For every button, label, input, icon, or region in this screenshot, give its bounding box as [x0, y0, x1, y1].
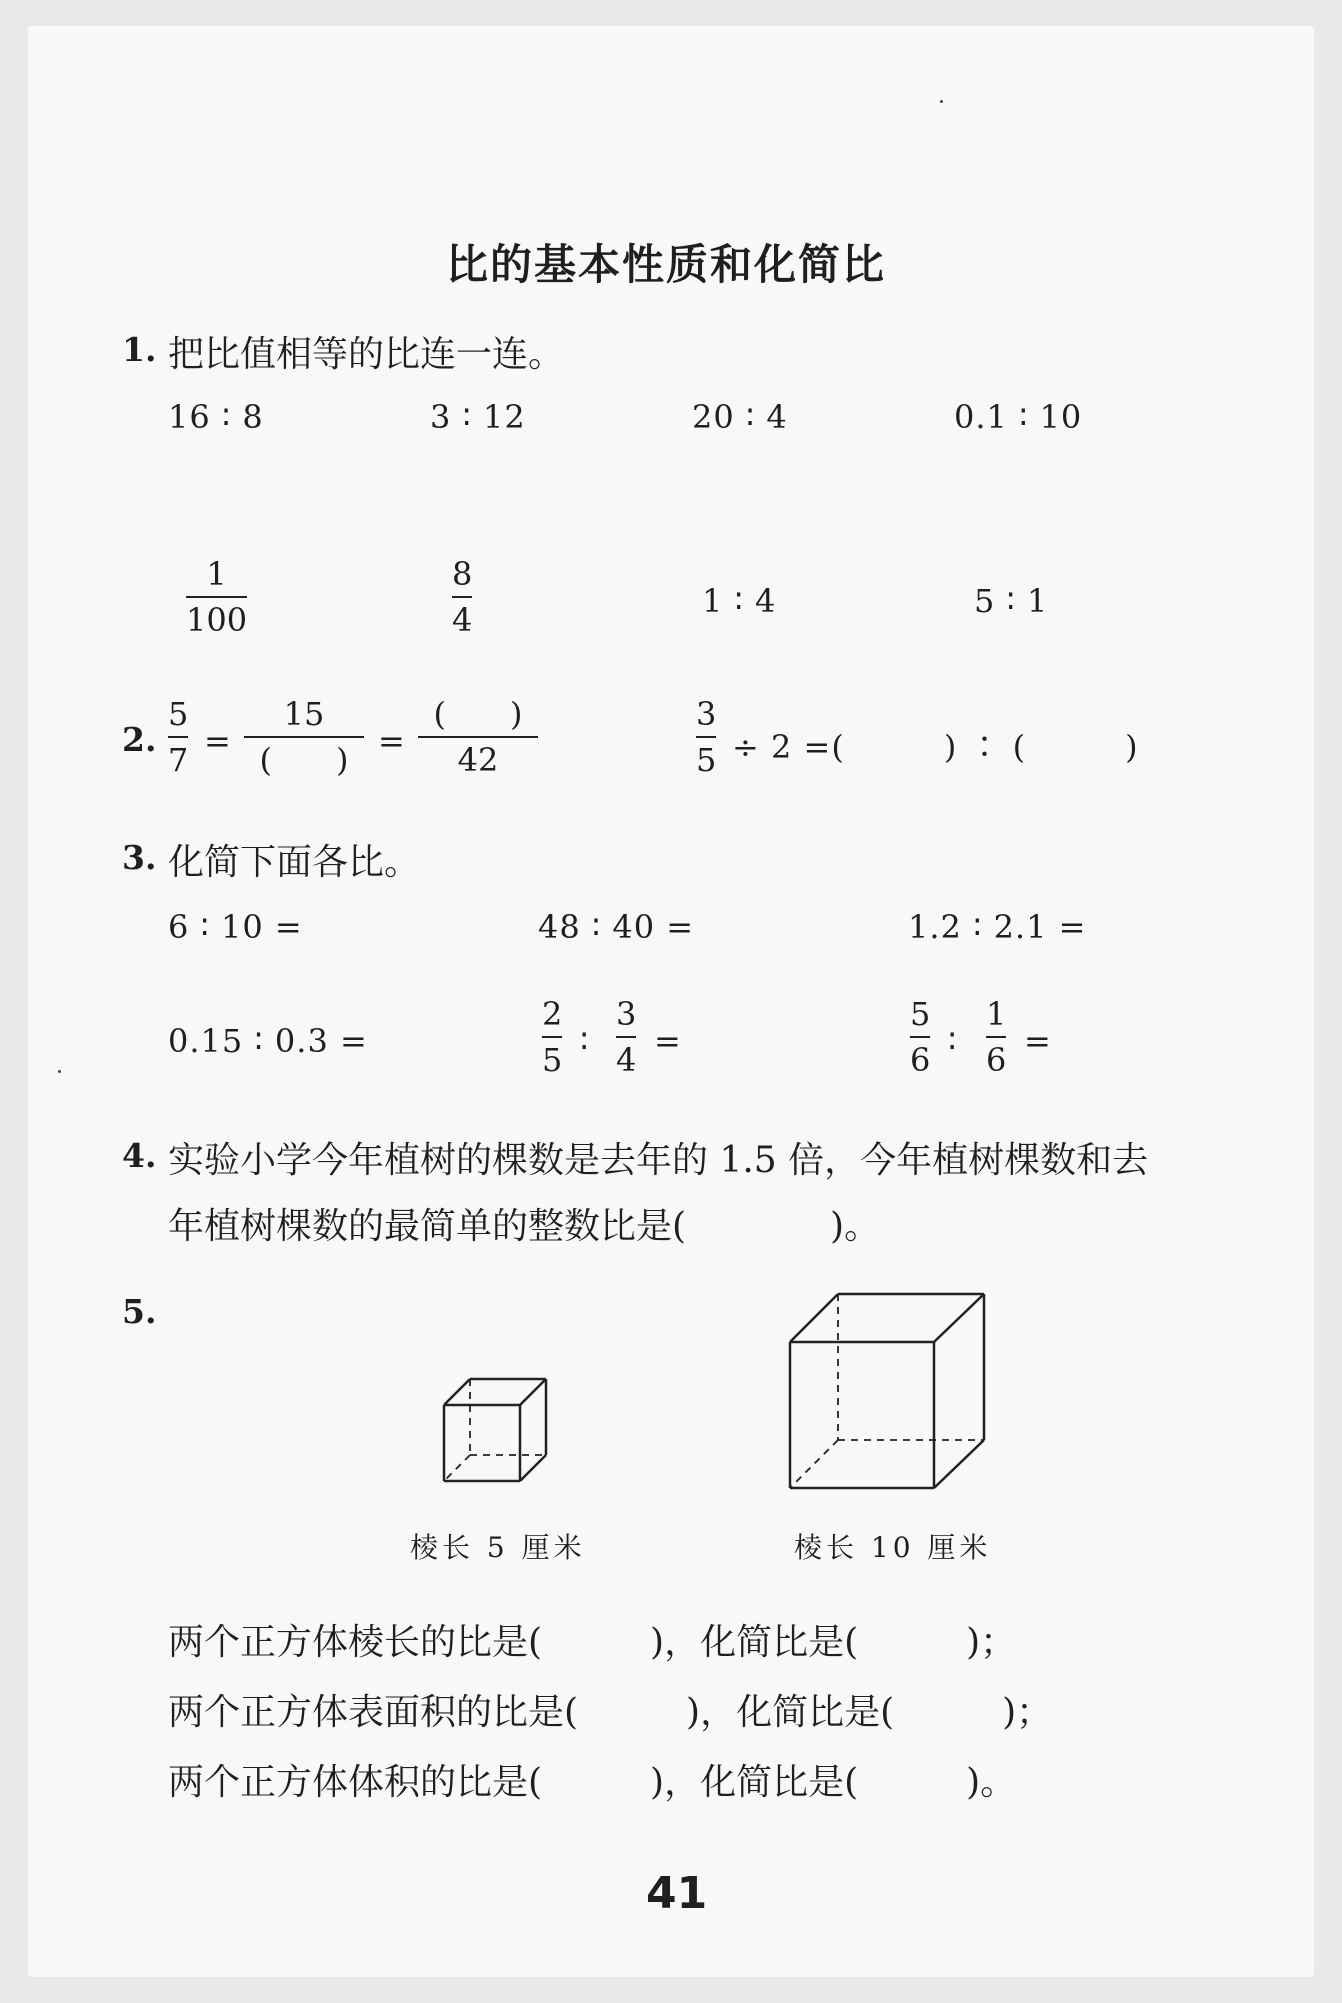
numerator: 1 [206, 555, 227, 593]
denominator: 100 [186, 601, 248, 639]
q4-line-2: 年植树棵数的最简单的整数比是( )。 [168, 1206, 881, 1247]
q1-top-ratio-2: 3 ∶ 12 [430, 398, 526, 436]
q3-item-6-equals: = [1024, 1022, 1052, 1060]
denominator: 5 [696, 741, 717, 779]
numerator: 3 [696, 695, 717, 733]
q3-item-6-fraction-a [910, 995, 931, 1079]
numerator: 5 [910, 995, 931, 1033]
q1-top-ratio-4: 0.1 ∶ 10 [954, 398, 1083, 436]
numerator: 8 [452, 555, 473, 593]
denominator: 5 [542, 1041, 563, 1079]
page-title: 比的基本性质和化简比 [446, 240, 887, 289]
q2-number: 2. [122, 720, 157, 759]
page-number: 41 [646, 1868, 708, 1919]
q5-edge-ratio-line: 两个正方体棱长的比是( )，化简比是( )； [168, 1622, 1017, 1663]
q2-fraction-4 [696, 695, 717, 779]
denominator: 4 [452, 601, 473, 639]
q3-number: 3. [122, 838, 157, 877]
scan-speck [940, 100, 943, 103]
numerator: 1 [986, 995, 1007, 1033]
q5-number: 5. [122, 1292, 157, 1331]
cube-edge [790, 1294, 838, 1342]
q2-division-expression: ÷ 2 =( ) ∶ ( ) [732, 728, 1139, 766]
q1-top-ratio-3: 20 ∶ 4 [692, 398, 788, 436]
numerator: 3 [616, 995, 637, 1033]
cube-edge [934, 1440, 984, 1488]
numerator: 15 [283, 695, 325, 733]
q5-volume-ratio-line: 两个正方体体积的比是( )，化简比是( )。 [168, 1762, 1017, 1803]
q2-equals-2: = [378, 722, 406, 760]
q3-item-3: 1.2 ∶ 2.1 = [908, 908, 1087, 946]
numerator: 5 [168, 695, 189, 733]
q3-item-6-colon: ∶ [948, 1022, 958, 1060]
q2-equals-1: = [204, 722, 232, 760]
denominator: 7 [168, 741, 189, 779]
q2-fraction-1 [168, 695, 189, 779]
cube-edge [520, 1379, 546, 1405]
q3-item-5-fraction-b [616, 995, 637, 1079]
small-cube-caption: 棱长 5 厘米 [410, 1531, 586, 1564]
large-cube-caption: 棱长 10 厘米 [794, 1531, 992, 1564]
cube-edge [444, 1379, 470, 1405]
denominator: 6 [910, 1041, 931, 1079]
q1-bottom-fraction-1 [186, 555, 248, 639]
cube-edge [520, 1455, 546, 1481]
hidden-edge [790, 1440, 838, 1488]
q2-fraction-2 [244, 695, 364, 779]
q2-fraction-3 [418, 695, 538, 779]
q5-surface-ratio-line: 两个正方体表面积的比是( )，化简比是( )； [168, 1692, 1053, 1733]
denominator: ( ) [259, 741, 349, 779]
cube-edge [934, 1294, 984, 1342]
hidden-edge [444, 1455, 470, 1481]
q3-item-2: 48 ∶ 40 = [538, 908, 695, 946]
q3-item-5-equals: = [654, 1022, 682, 1060]
q1-prompt: 把比值相等的比连一连。 [168, 334, 565, 375]
q3-prompt: 化简下面各比。 [168, 842, 421, 883]
q1-bottom-fraction-2 [452, 555, 473, 639]
q3-item-5-colon: ∶ [580, 1022, 590, 1060]
q3-item-6-fraction-b [986, 995, 1007, 1079]
q1-bottom-ratio-4: 5 ∶ 1 [974, 582, 1049, 620]
q4-number: 4. [122, 1136, 157, 1175]
denominator: 6 [986, 1041, 1007, 1079]
q3-item-4: 0.15 ∶ 0.3 = [168, 1022, 368, 1060]
q1-number: 1. [122, 330, 157, 369]
q3-item-1: 6 ∶ 10 = [168, 908, 303, 946]
q1-top-ratio-1: 16 ∶ 8 [168, 398, 264, 436]
q4-line-1: 实验小学今年植树的棵数是去年的 1.5 倍，今年植树棵数和去 [168, 1140, 1149, 1181]
small-cube-figure [440, 1375, 552, 1487]
denominator: 42 [457, 741, 499, 779]
large-cube-figure [786, 1290, 988, 1492]
numerator: 2 [542, 995, 563, 1033]
numerator: ( ) [433, 695, 523, 733]
denominator: 4 [616, 1041, 637, 1079]
q3-item-5-fraction-a [542, 995, 563, 1079]
q1-bottom-ratio-3: 1 ∶ 4 [702, 582, 777, 620]
scan-speck [58, 1070, 61, 1073]
